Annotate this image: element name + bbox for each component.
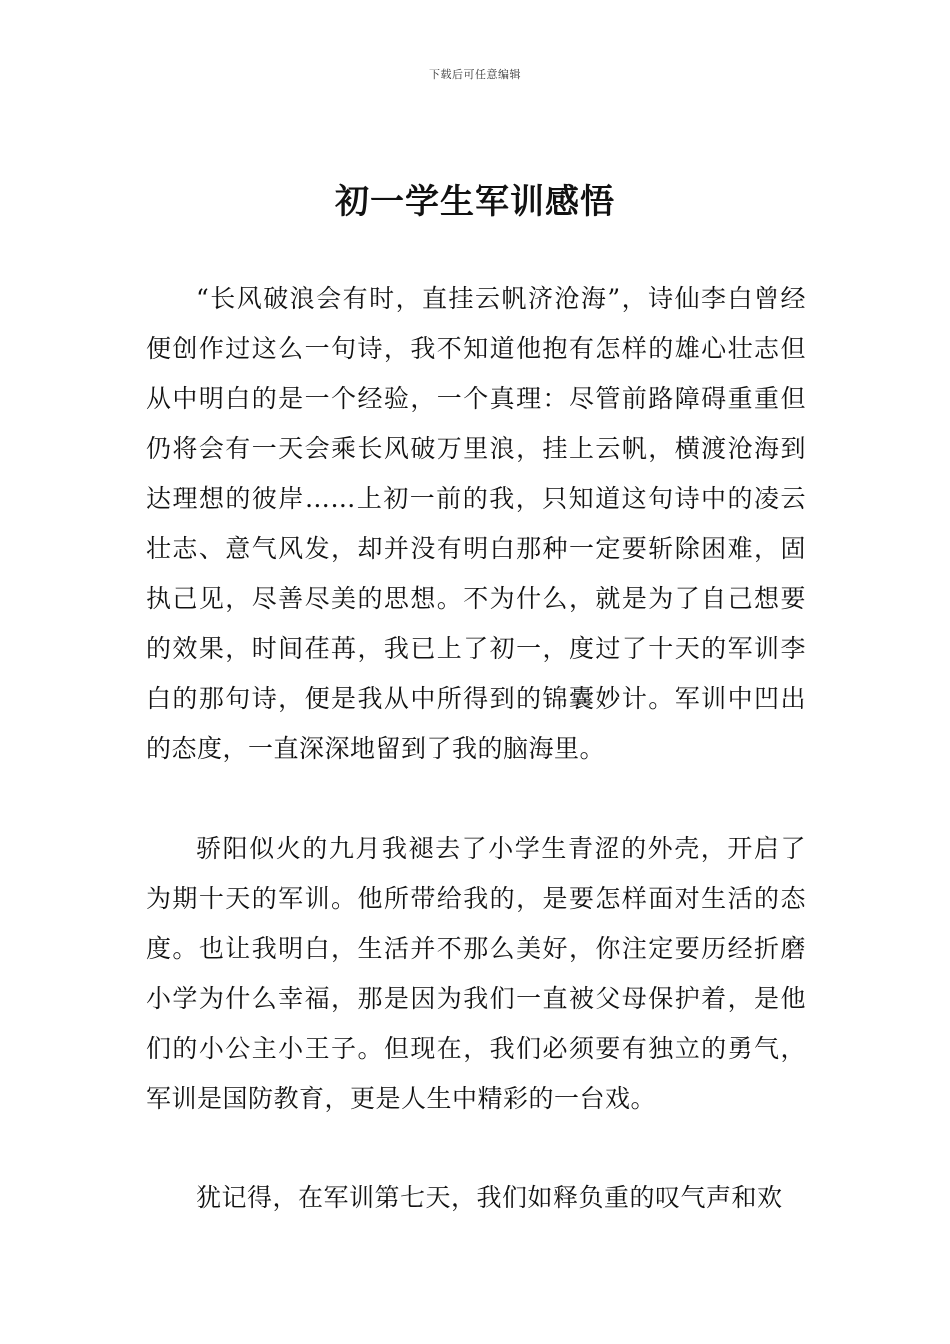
paragraph-1: “长风破浪会有时，直挂云帆济沧海”，诗仙李白曾经便创作过这么一句诗，我不知道他抱有怎样的雄心壮志但从中明白的是一个经验，一个真理：尽管前路障碍重重但仍将会有一天会乘长风破万里浪，挂上云帆，横渡沧海到达理想的彼岸……上初一前的我，只知道这句诗中的凌云壮志、意气风发，却并没有明白那种一定要斩除困难，固执己见，尽善尽美的思想。不为什么，就是为了自己想要的效果，时间荏苒，我已上了初一，度过了十天的军训李白的那句诗，便是我从中所得到的锦囊妙计。军训中凹出的态度，一直深深地留到了我的脑海里。 bbox=[146, 284, 806, 763]
paragraph-2: 骄阳似火的九月我褪去了小学生青涩的外壳，开启了为期十天的军训。他所带给我的，是要怎样面对生活的态度。也让我明白，生活并不那么美好，你注定要历经折磨小学为什么幸福，那是因为我们一直被父母保护着，是他们的小公主小王子。但现在，我们必须要有独立的勇气，军训是国防教育，更是人生中精彩的一台戏。 bbox=[146, 834, 806, 1113]
paragraph-3: 犹记得，在军训第七天，我们如释负重的叹气声和欢 bbox=[196, 1183, 783, 1212]
page-title: 初一学生军训感悟 bbox=[335, 182, 615, 222]
header-note: 下载后可任意编辑 bbox=[429, 68, 521, 81]
